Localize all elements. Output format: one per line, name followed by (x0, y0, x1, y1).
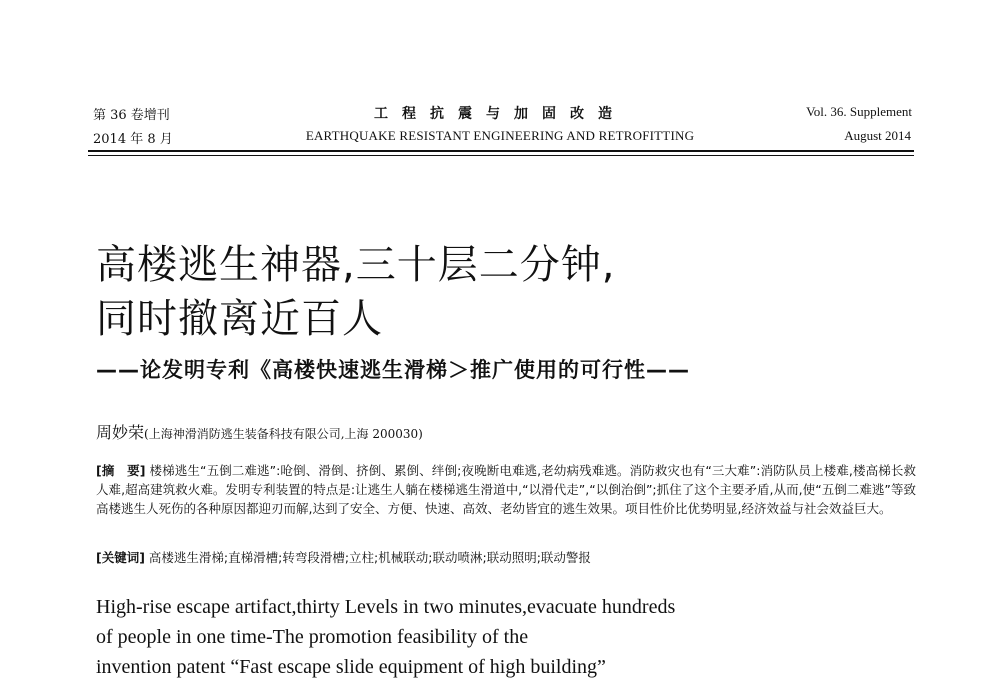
english-title (96, 592, 916, 682)
keywords-label: [关键词] (96, 550, 145, 565)
header-rule-thin (88, 155, 914, 156)
article-subtitle: ——论发明专利《高楼快速逃生滑梯＞推广使用的可行性—— (96, 358, 690, 382)
volume-label: 第 36 卷增刊 (93, 108, 170, 123)
abstract-label: [摘 要] (96, 463, 146, 478)
keywords-block (96, 548, 916, 566)
english-title-line-3: invention patent “Fast escape slide equipment of high building” (96, 656, 606, 678)
date-en-label: August 2014 (844, 128, 911, 143)
article-title-line-2: 同时撤离近百人 (96, 296, 383, 342)
header-rule-thick (88, 150, 914, 152)
date-cn-label: 2014 年 8 月 (93, 132, 173, 147)
keywords-text: 高楼逃生滑梯;直梯滑槽;转弯段滑槽;立柱;机械联动;联动喷淋;联动照明;联动警报 (148, 550, 591, 565)
author-affiliation: (上海神滑消防逃生装备科技有限公司,上海 200030) (144, 427, 423, 441)
article-title-line-1: 高楼逃生神器,三十层二分钟, (96, 242, 616, 288)
journal-title-cn: 工程抗震与加固改造 (374, 106, 626, 122)
abstract-text: 楼梯逃生“五倒二难逃”:呛倒、滑倒、挤倒、累倒、绊倒;夜晚断电难逃,老幼病残难逃。消防救灾也有“三大难”:消防队员上楼难,楼高梯长救人难,超高建筑救火难。发明专利装置的特点是:让逃生人躺在楼梯逃生滑道中,“以滑代走”,“以倒治倒”;抓住了这个主要矛盾,从而,使“五倒二难逃”等致高楼逃生人死伤的各种原因都迎刃而解,达到了安全、方便、快速、高效、老幼皆宜的逃生效果。项目性价比优势明显,经济效益与社会效益巨大。 (96, 463, 916, 516)
journal-title-en: EARTHQUAKE RESISTANT ENGINEERING AND RETROFITTING (305, 128, 695, 143)
english-title-line-1: High-rise escape artifact,thirty Levels in two minutes,evacuate hundreds (96, 596, 676, 618)
author-name: 周妙荣 (96, 423, 145, 442)
author-line (96, 420, 423, 443)
english-title-line-2: of people in one time-The promotion feasibility of the (96, 626, 529, 648)
abstract-block (96, 461, 916, 518)
volume-en-label: Vol. 36. Supplement (806, 104, 912, 119)
